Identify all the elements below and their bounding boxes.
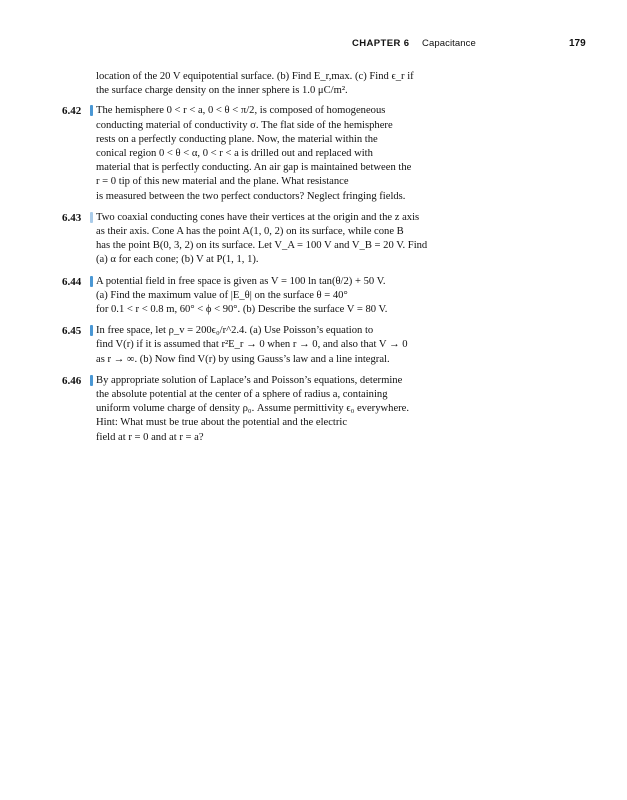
problem-text	[96, 275, 482, 318]
text-line: as their axis. Cone A has the point A(1, 0, 2) on its surface, while cone B	[96, 226, 404, 238]
problem-6-42	[62, 104, 482, 203]
difficulty-marker-icon	[90, 276, 93, 287]
text-line: location of the 20 V equipotential surface. (b) Find E_r,max. (c) Find ϵ_r if	[96, 71, 414, 82]
difficulty-marker-icon	[90, 212, 93, 223]
problem-text	[96, 104, 482, 203]
problem-6-45	[62, 324, 482, 367]
text-line: Hint: What must be true about the potential and the electric	[96, 417, 348, 429]
text-line: Two coaxial conducting cones have their vertices at the origin and the z axis	[96, 211, 420, 223]
text-line: find V(r) if it is assumed that r²E_r → 0 when r → 0, and also that V → 0	[96, 339, 408, 351]
problem-number: 6.43	[62, 211, 82, 224]
problem-number: 6.42	[62, 105, 82, 118]
text-line: is measured between the two perfect conductors? Neglect fringing fields.	[96, 190, 406, 202]
problem-6-46	[62, 374, 482, 445]
chapter-title: Capacitance	[422, 38, 476, 49]
text-line: uniform volume charge of density ρ₀. Assume permittivity ϵ₀ everywhere.	[96, 403, 410, 415]
text-line: By appropriate solution of Laplace’s and Poisson’s equations, determine	[96, 374, 403, 386]
text-line: A potential field in free space is given as V = 100 ln tan(θ/2) + 50 V.	[96, 275, 386, 287]
text-line: the absolute potential at the center of a sphere of radius a, containing	[96, 389, 388, 401]
difficulty-marker-icon	[90, 325, 93, 336]
running-header	[0, 38, 627, 52]
problem-text	[96, 211, 482, 268]
text-line: field at r = 0 and at r = a?	[96, 431, 204, 443]
text-line: rests on a perfectly conducting plane. Now, the material within the	[96, 133, 378, 145]
text-line: r = 0 tip of this new material and the plane. What resistance	[96, 176, 349, 188]
difficulty-marker-icon	[90, 375, 93, 386]
problem-number: 6.46	[62, 374, 82, 387]
text-line: (a) α for each cone; (b) V at P(1, 1, 1).	[96, 254, 259, 266]
problem-number: 6.45	[62, 325, 82, 338]
problem-6-43	[62, 211, 482, 268]
problem-text	[96, 374, 482, 445]
text-line: conducting material of conductivity σ. The flat side of the hemisphere	[96, 119, 393, 131]
chapter-label: CHAPTER 6	[352, 38, 410, 49]
text-line: The hemisphere 0 < r < a, 0 < θ < π/2, is composed of homogeneous	[96, 105, 386, 117]
continued-problem-text	[96, 70, 482, 98]
text-line: conical region 0 < θ < α, 0 < r < a is drilled out and replaced with	[96, 148, 373, 160]
text-line: as r → ∞. (b) Now find V(r) by using Gauss’s law and a line integral.	[96, 353, 390, 365]
difficulty-marker-icon	[90, 105, 93, 116]
text-line: (a) Find the maximum value of |E_θ| on the surface θ = 40°	[96, 289, 348, 301]
text-line: material that is perfectly conducting. An air gap is maintained between the	[96, 162, 412, 174]
page-body	[62, 70, 482, 452]
problem-6-44	[62, 275, 482, 318]
text-line: the surface charge density on the inner sphere is 1.0 μC/m².	[96, 85, 348, 97]
text-line: In free space, let ρ_v = 200ϵ₀/r^2.4. (a) Use Poisson’s equation to	[96, 325, 374, 337]
text-line: for 0.1 < r < 0.8 m, 60° < ϕ < 90°. (b) Describe the surface V = 80 V.	[96, 304, 388, 316]
page-number: 179	[569, 38, 586, 49]
problem-text	[96, 324, 482, 367]
problem-number: 6.44	[62, 275, 82, 288]
text-line: has the point B(0, 3, 2) on its surface. Let V_A = 100 V and V_B = 20 V. Find	[96, 240, 428, 252]
